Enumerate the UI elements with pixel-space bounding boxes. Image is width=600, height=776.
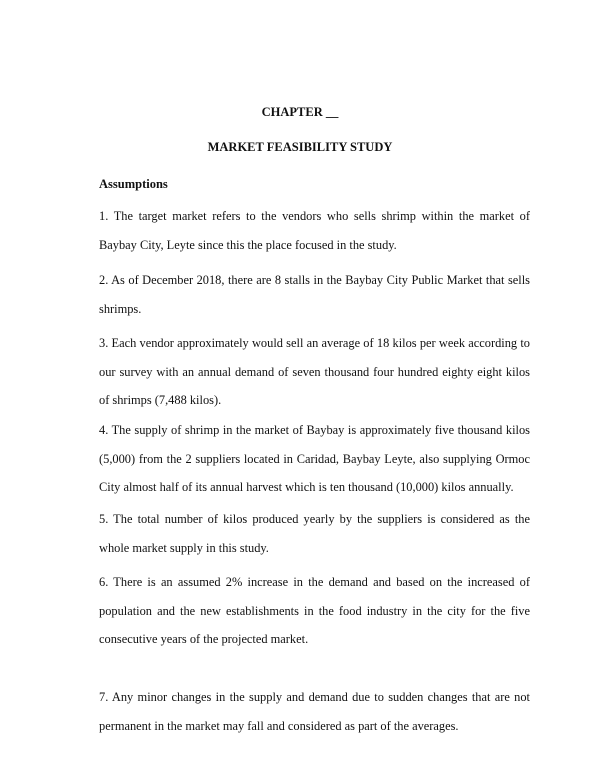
chapter-heading: CHAPTER __ — [261, 105, 339, 119]
assumption-paragraph-3: 3. Each vendor approximately would sell an average of 18 kilos per week according to our survey with an annual demand of seven thousand four hundred eighty eight kilos of shrimps (7,488 kilos). — [99, 336, 530, 407]
assumption-paragraph-6: 6. There is an assumed 2% increase in the demand and based on the increased of population and the new establishments in the food industry in the city for the five consecutive years of the projected market. — [99, 575, 530, 646]
assumption-paragraph-1: 1. The target market refers to the vendors who sells shrimp within the market of Baybay City, Leyte since this the place focused in the study. — [99, 209, 530, 252]
assumption-paragraph-7: 7. Any minor changes in the supply and demand due to sudden changes that are not permanent in the market may fall and considered as part of the averages. — [99, 690, 530, 733]
document-title: MARKET FEASIBILITY STUDY — [207, 140, 393, 154]
assumption-paragraph-4: 4. The supply of shrimp in the market of Baybay is approximately five thousand kilos (5,000) from the 2 suppliers located in Caridad, Baybay Leyte, also supplying Ormoc City almost half of its annual harvest which is ten thousand (10,000) kilos annually. — [99, 423, 530, 494]
section-heading: Assumptions — [99, 177, 168, 191]
assumption-paragraph-5: 5. The total number of kilos produced yearly by the suppliers is considered as the whole market supply in this study. — [99, 512, 530, 555]
assumption-paragraph-2: 2. As of December 2018, there are 8 stalls in the Baybay City Public Market that sells shrimps. — [99, 273, 530, 316]
